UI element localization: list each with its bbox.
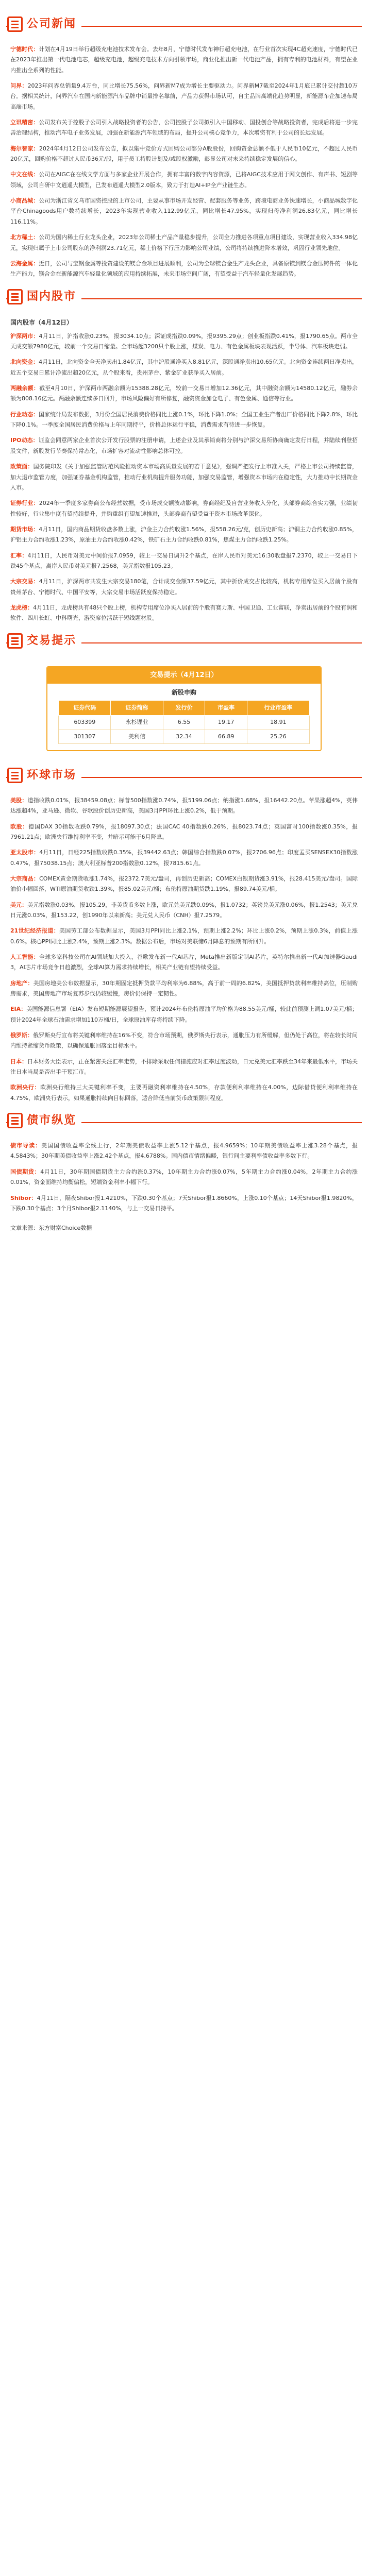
section-title: 公司新闻 (27, 18, 77, 30)
news-text: 2023年问界总销量9.4万台，同比增长75.56%，问界新M7成为增长主要驱动力。问界新M7截至2024年1月底已累计交付超10万台。据相关统计，问界汽车在国内新能源汽车品牌中销量排名靠前，产品力获得市场认可，自主品牌高端化趋势明显，新能源车企加速布局高端市场。 (10, 82, 358, 110)
news-paragraph (10, 848, 358, 869)
news-text: 国务院印发《关于加强监管防范风险推动资本市场高质量发展的若干意见》，强调严把发行上市准入关，严格上市公司持续监管，加大退市监管力度，加强证券基金机构监管，推动行业机构提升服务功能，加强交易监管，增强资本市场内在稳定性，大力推动中长期资金入市。 (10, 463, 358, 491)
news-text: 全球多家科技公司在AI领域加大投入，谷歌发布新一代AI芯片，Meta推出新版定制AI芯片，英特尔推出新一代AI加速器Gaudi 3，AI芯片市场竞争日趋激烈，全球AI算力需求持续增长，相关产业链有望持续受益。 (10, 954, 358, 971)
section-header-global (0, 766, 368, 788)
section-header-trade (0, 631, 368, 654)
news-paragraph (10, 952, 358, 973)
table-header-cell: 证券简称 (111, 700, 163, 715)
news-lead: 小商品城： (10, 197, 39, 205)
news-text: 近日，公司与宝钢金属等投资建设的镁合金项目进展顺利，公司为全球镁合金生产龙头企业，具备原镁到镁合金压铸件的一体化生产能力，镁合金在新能源汽车轻量化领域的应用持续拓展，未来市场空间广阔，有望受益于汽车轻量化发展趋势。 (10, 260, 358, 278)
news-text: 德国DAX 30指数收跌0.79%，报18097.30点；法国CAC 40指数跌0.26%，报8023.74点；英国富时100指数涨0.35%，报7961.21点；欧洲央行维持利率不变，并暗示可能于6月降息。 (10, 823, 358, 840)
news-lead: 亚太股市： (10, 849, 40, 856)
news-text: 美元指数涨0.03%，报105.29，非美货币多数上涨，欧元兑美元跌0.09%，报1.0732；英镑兑美元涨0.06%，报1.2543；美元兑日元涨0.03%，报153.22，创1990年以来新高；美元兑人民币（CNH）报7.2579。 (10, 901, 358, 919)
section-title: 交易提示 (27, 634, 77, 647)
news-paragraph (10, 1141, 358, 1162)
news-paragraph (10, 383, 358, 404)
section-title-wrap (7, 768, 81, 783)
table-header-cell: 证券代码 (59, 700, 111, 715)
news-paragraph (10, 1057, 358, 1078)
news-text: 道指收跌0.01%，报38459.08点；标普500指数涨0.74%，报5199.06点；纳指涨1.68%，报16442.20点。苹果涨超4%，英伟达涨超4%，亚马逊、微软、谷歌股价创历史新高，美国3月PPI环比上涨0.2%，低于预期。 (10, 796, 358, 815)
news-text: 证监会同意两家企业首次公开发行股票的注册申请，上述企业及其承销商将分别与沪深交易所协商确定发行日程，并陆续刊登招股文件，新股发行节奏保持常态化，市场扩容对流动性影响总体可控。 (10, 437, 358, 454)
section-title-wrap (7, 1113, 81, 1128)
section-header-fund (0, 287, 368, 310)
news-lead: 立讯精密： (10, 119, 39, 126)
news-lead: 人工智能： (10, 954, 39, 961)
news-text: 4月11日，30年期国债期货主力合约涨0.37%，10年期主力合约涨0.07%，5年期主力合约涨0.04%，2年期主力合约涨0.01%，资金面维持均衡偏松，短端资金利率小幅下行。 (10, 1168, 358, 1186)
news-lead: 国债期货： (10, 1168, 41, 1175)
news-lead: 21世纪经济报道： (10, 927, 60, 935)
news-lead: 大宗商品： (10, 875, 40, 882)
news-lead: 海尔智家： (10, 145, 39, 152)
table-header-row (59, 700, 310, 715)
news-lead: 欧洲央行： (10, 1084, 41, 1091)
global-news-list (0, 795, 368, 1104)
news-text: 俄罗斯央行宣布将关键利率维持在16%不变，符合市场预期，俄罗斯央行表示，通胀压力有所缓解，但仍处于高位，将在较长时间内维持紧缩货币政策，以确保通胀回落至目标水平。 (10, 1032, 358, 1049)
trade-table-title: 交易提示（4月12日） (47, 667, 321, 684)
news-lead: 日本： (10, 1058, 27, 1065)
news-text: 公司为浙江省义乌市国资控股的上市公司，主要从事市场开发经营、配套服务等业务，跨境电商业务快速增长，小商品城数字化平台Chinagoods用户数持续增长，2023年实现营业收入112.99亿元，同比增长47.95%，实现归母净利润26.83亿元，同比增长116.11%。 (10, 197, 358, 225)
news-text: 2024年一季度多家券商公布经营数据，受市场成交额波动影响，券商经纪及自营业务收入分化，头部券商综合实力强，业绩韧性较好，行业集中度有望持续提升，并购重组有望加速推进，头部券商有望受益于资本市场改革深化。 (10, 500, 358, 517)
news-paragraph (10, 498, 358, 519)
table-cell: 19.17 (205, 716, 247, 730)
news-paragraph (10, 978, 358, 999)
news-paragraph (10, 44, 358, 76)
table-cell: 66.89 (205, 730, 247, 743)
table-cell: 永杉锂业 (111, 716, 163, 730)
news-paragraph (10, 462, 358, 493)
news-text: 公司发布关于控股子公司引入战略投资者的公告，公司控股子公司拟引入中国移动、国投创合等战略投资者，完成后将进一步完善治理结构，推动汽车电子业务发展，加强在新能源汽车领域的布局，提升公司核心竞争力，本次增资有利于公司的长远发展。 (10, 119, 358, 137)
trade-table-subtitle: 新股申购 (171, 688, 196, 696)
news-lead: 俄罗斯： (10, 1032, 34, 1039)
table-row (59, 716, 310, 730)
news-text: 公司在AIGC在在线文学方面与多家企业开展合作，拥有丰富的数字内容资源，已将AIGC技术应用于网文创作、有声书、短剧等领域，公司自研中文逍遥大模型，已发布逍遥大模型2.0版本，致力于打造AI+IP全产业链生态。 (10, 171, 358, 189)
newspaper-icon (7, 16, 23, 32)
news-paragraph (10, 1030, 358, 1052)
news-lead: 大宗交易： (10, 578, 39, 585)
news-paragraph (10, 357, 358, 378)
news-paragraph (10, 822, 358, 843)
section-subtitle: 国内股市（4月12日） (10, 318, 73, 326)
news-paragraph (10, 524, 358, 546)
news-paragraph (10, 577, 358, 598)
section-title-wrap (7, 16, 81, 32)
ipo-table (58, 700, 310, 744)
news-paragraph (10, 551, 358, 572)
news-lead: 龙虎榜： (10, 604, 34, 611)
news-paragraph (10, 410, 358, 431)
globe-icon (7, 768, 23, 783)
news-text: 4月11日，日经225指数收跌0.35%，报39442.63点；韩国综合指数跌0.07%，报2706.96点；印度孟买SENSEX30指数涨0.47%，报75038.15点；澳大利亚标普200指数涨0.12%，报7815.61点。 (10, 849, 358, 867)
news-text: 日本财务大臣表示，正在紧密关注汇率走势，不排除采取任何措施应对汇率过度波动，日元兑美元汇率跌至34年来最低水平，市场关注日本当局是否出手干预汇市。 (10, 1058, 358, 1076)
table-body (59, 716, 310, 744)
news-paragraph (10, 196, 358, 227)
news-text: 公司为国内稀土行业龙头企业，2023年公司稀土产品产量稳步提升，公司全力推进各项重点项目建设，实现营业收入334.98亿元，实现归属于上市公司股东的净利润23.71亿元，稀土价格下行压力影响公司业绩，公司将持续推进降本增效，巩固行业领先地位。 (10, 234, 358, 251)
news-lead: 美元： (10, 901, 28, 908)
news-text: 4月11日，国内商品期货收盘多数上涨，沪金主力合约收涨1.56%，报558.26元/克，创历史新高；沪铜主力合约收涨0.85%，沪铝主力合约收涨1.23%，原油主力合约收涨0.42%，铁矿石主力合约收跌0.81%，焦煤主力合约收跌1.25%。 (10, 526, 358, 544)
table-cell: 301307 (59, 730, 111, 743)
table-cell: 603399 (59, 716, 111, 730)
news-paragraph (10, 232, 358, 253)
news-paragraph (10, 926, 358, 947)
news-paragraph (10, 795, 358, 817)
news-paragraph (10, 1167, 358, 1188)
table-header-cell: 发行价 (163, 700, 205, 715)
section-title-wrap (7, 633, 81, 649)
news-text: 4月11日，龙虎榜共有48只个股上榜，机构专用席位净买入居前的个股有赛力斯、中国卫通、工业富联，净卖出居前的个股有润和软件、四川长虹、中科曙光，游资席位活跃于短线题材股。 (10, 604, 358, 622)
section-header-news (0, 14, 368, 37)
bond-icon (7, 1113, 23, 1128)
section-header-bond (0, 1111, 368, 1133)
chart-icon (7, 289, 23, 304)
news-paragraph (10, 1193, 358, 1214)
news-lead: Shibor： (10, 1194, 37, 1201)
news-text: 4月11日，人民币对美元中间价报7.0959，较上一交易日调升2个基点，在岸人民币对美元16:30收盘报7.2370，较上一交易日下跌45个基点，离岸人民币对美元报7.2568，美元指数报105.23。 (10, 552, 358, 569)
news-text: 美国能源信息署（EIA）发布短期能源展望报告，预计2024年布伦特原油平均价格为88.55美元/桶，较此前预测上调1.07美元/桶；预计2024年全球石油需求增加110万桶/日，全球原油库存将持续下降。 (10, 1006, 358, 1023)
news-paragraph (10, 170, 358, 191)
table-row (59, 730, 310, 743)
news-paragraph (10, 1082, 358, 1104)
news-text: 4月11日，隔夜Shibor报1.4210%，下跌0.30个基点；7天Shibor报1.8660%，上涨0.10个基点；14天Shibor报1.9820%，下跌0.30个基点；3个月Shibor报2.1140%，与上一交易日持平。 (10, 1194, 358, 1212)
table-cell: 6.55 (163, 716, 205, 730)
news-text: 计划在4月19日举行超级充电池技术发布会。去年8月，宁德时代发布神行超充电池，在行业首次实现4C超充速度，宁德时代已在2023年推出第一代电池电芯，超级充电池，超级充电技术方向引领市场，商业化推出新一代电池产品，拥有专利的电池材料，有望在业内推出全系列的性能。 (10, 46, 358, 74)
news-paragraph (10, 1004, 358, 1025)
news-lead: 政策面： (10, 463, 34, 470)
news-lead: 证券行业： (10, 500, 39, 507)
table-cell: 18.91 (247, 716, 310, 730)
trade-box-wrap (0, 661, 368, 758)
news-paragraph (10, 435, 358, 456)
news-text: 国家统计局发布数据，3月份全国居民消费价格同比上涨0.1%，环比下降1.0%；全国工业生产者出厂价格同比下降2.8%，环比下降0.1%。一季度全国居民消费价格与上年同期持平，价格总体运行平稳，消费需求有待进一步恢复。 (10, 411, 358, 429)
news-text: 美国房地美公布数据显示，30年期固定抵押贷款平均利率为6.88%，高于前一周的6.82%，美国抵押贷款利率维持高位，压制购房需求，美国房地产市场复苏步伐仍较缓慢，房价仍保持一定韧性。 (10, 979, 358, 997)
table-cell: 32.34 (163, 730, 205, 743)
page (0, 0, 368, 1244)
table-cell: 25.26 (247, 730, 310, 743)
news-paragraph (10, 117, 358, 139)
table-cell: 美利信 (111, 730, 163, 743)
news-lead: 两融余额： (10, 385, 40, 392)
news-paragraph (10, 331, 358, 352)
trade-table-box (46, 666, 322, 751)
fund-section-body (0, 317, 368, 624)
news-lead: 中文在线： (10, 171, 39, 178)
news-lead: 行业动态： (10, 411, 39, 418)
tip-icon (7, 633, 23, 649)
news-text: 截至4月10日，沪深两市两融余额为15388.28亿元，较前一交易日增加12.36亿元，其中融资余额为14580.12亿元，融券余额为808.16亿元。两融余额连续多日回升，市场风险偏好有所修复，融资资金加仓电子、有色金属、通信等行业。 (10, 385, 358, 402)
news-text: 4月11日，北向资金全天净卖出1.84亿元，其中沪股通净买入8.81亿元，深股通净卖出10.65亿元。北向资金连续两日净卖出，近五个交易日累计净流出超20亿元，从个股来看，贵州茅台、紫金矿业获净买入居前。 (10, 359, 358, 376)
news-lead: 债市导读： (10, 1142, 42, 1149)
section-title: 债市纵览 (27, 1114, 77, 1127)
news-lead: 宁德时代： (10, 46, 39, 53)
news-paragraph (10, 603, 358, 624)
news-lead: 北向资金： (10, 359, 39, 366)
bond-news-list (0, 1141, 368, 1214)
news-lead: 问界： (10, 82, 28, 90)
fund-news-list (10, 331, 358, 624)
news-lead: 欧股： (10, 823, 29, 830)
news-text: 4月11日，沪指收涨0.23%，报3034.10点；深证成指跌0.09%，报9395.29点；创业板指跌0.41%，报1790.65点。两市全天成交额7980亿元，较前一个交易日缩量。全市场超3200只个股上涨，煤炭、电力、有色金属板块表现活跃，半导体、汽车板块走弱。 (10, 332, 358, 350)
news-lead: 期货市场： (10, 526, 39, 533)
news-text: 4月11日，沪深两市共发生大宗交易180笔，合计成交金额37.59亿元，其中折价成交占比较高，机构专用席位买入居前个股有贵州茅台、宁德时代、中国平安等，大宗交易市场活跃度保持稳定。 (10, 578, 358, 596)
news-lead: EIA： (10, 1006, 27, 1013)
news-text: 2024年4月12日公司发布公告，拟以集中竞价方式回购公司部分A股股份，回购资金总额不低于人民币10亿元，不超过人民币20亿元，回购价格不超过人民币36元/股，用于员工持股计划及/或股权激励，彰显公司对未来持续稳定发展的信心。 (10, 145, 358, 163)
news-text: 美国国债收益率全线上行，2年期美债收益率上涨5.12个基点，报4.9659%；10年期美债收益率上涨3.28个基点，报4.5843%；30年期美债收益率上涨2.42个基点，报4.6788%。国内债市情绪偏暖，银行间主要利率债收益率多数下行。 (10, 1142, 358, 1160)
news-paragraph (10, 259, 358, 280)
news-paragraph (10, 874, 358, 895)
news-lead: 沪深两市： (10, 332, 39, 340)
news-lead: IPO动态： (10, 437, 39, 444)
company-news-list (0, 44, 368, 280)
news-lead: 汇率： (10, 552, 28, 559)
news-paragraph (10, 81, 358, 112)
section-title: 环球市场 (27, 768, 77, 782)
news-text: 欧洲央行维持三大关键利率不变，主要再融资利率维持在4.50%，存款便利利率维持在4.00%，边际借贷便利利率维持在4.75%，欧洲央行表示，如果通胀持续向目标回落，适合降低当前货币政策限制程度。 (10, 1084, 358, 1101)
section-title: 国内股市 (27, 290, 77, 303)
news-lead: 美股： (10, 796, 28, 804)
news-lead: 北方稀土： (10, 234, 39, 241)
news-text: COMEX黄金期货收涨1.74%，报2372.7美元/盎司，再创历史新高；COMEX白银期货涨3.91%，报28.415美元/盎司。国际油价小幅回落，WTI原油期货收跌1.39%，报85.02美元/桶；布伦特原油期货跌1.19%，报89.74美元/桶。 (10, 875, 358, 893)
news-lead: 房地产： (10, 979, 34, 987)
news-lead: 云海金属： (10, 260, 39, 267)
section-title-wrap (7, 289, 81, 304)
footer-source: 文章来源：东方财富Choice数据 (10, 1225, 92, 1232)
table-header-cell: 行业市盈率 (247, 700, 310, 715)
news-text: 美国劳工部公布数据显示，美国3月PPI同比上涨2.1%，预期上涨2.2%；环比上涨0.2%，预期上涨0.3%，前值上涨0.6%。核心PPI同比上涨2.4%，预期上涨2.3%。数据公布后，市场对美联储6月降息的预期有所回升。 (10, 927, 358, 945)
news-paragraph (10, 144, 358, 165)
news-paragraph (10, 900, 358, 921)
table-header-cell: 市盈率 (205, 700, 247, 715)
